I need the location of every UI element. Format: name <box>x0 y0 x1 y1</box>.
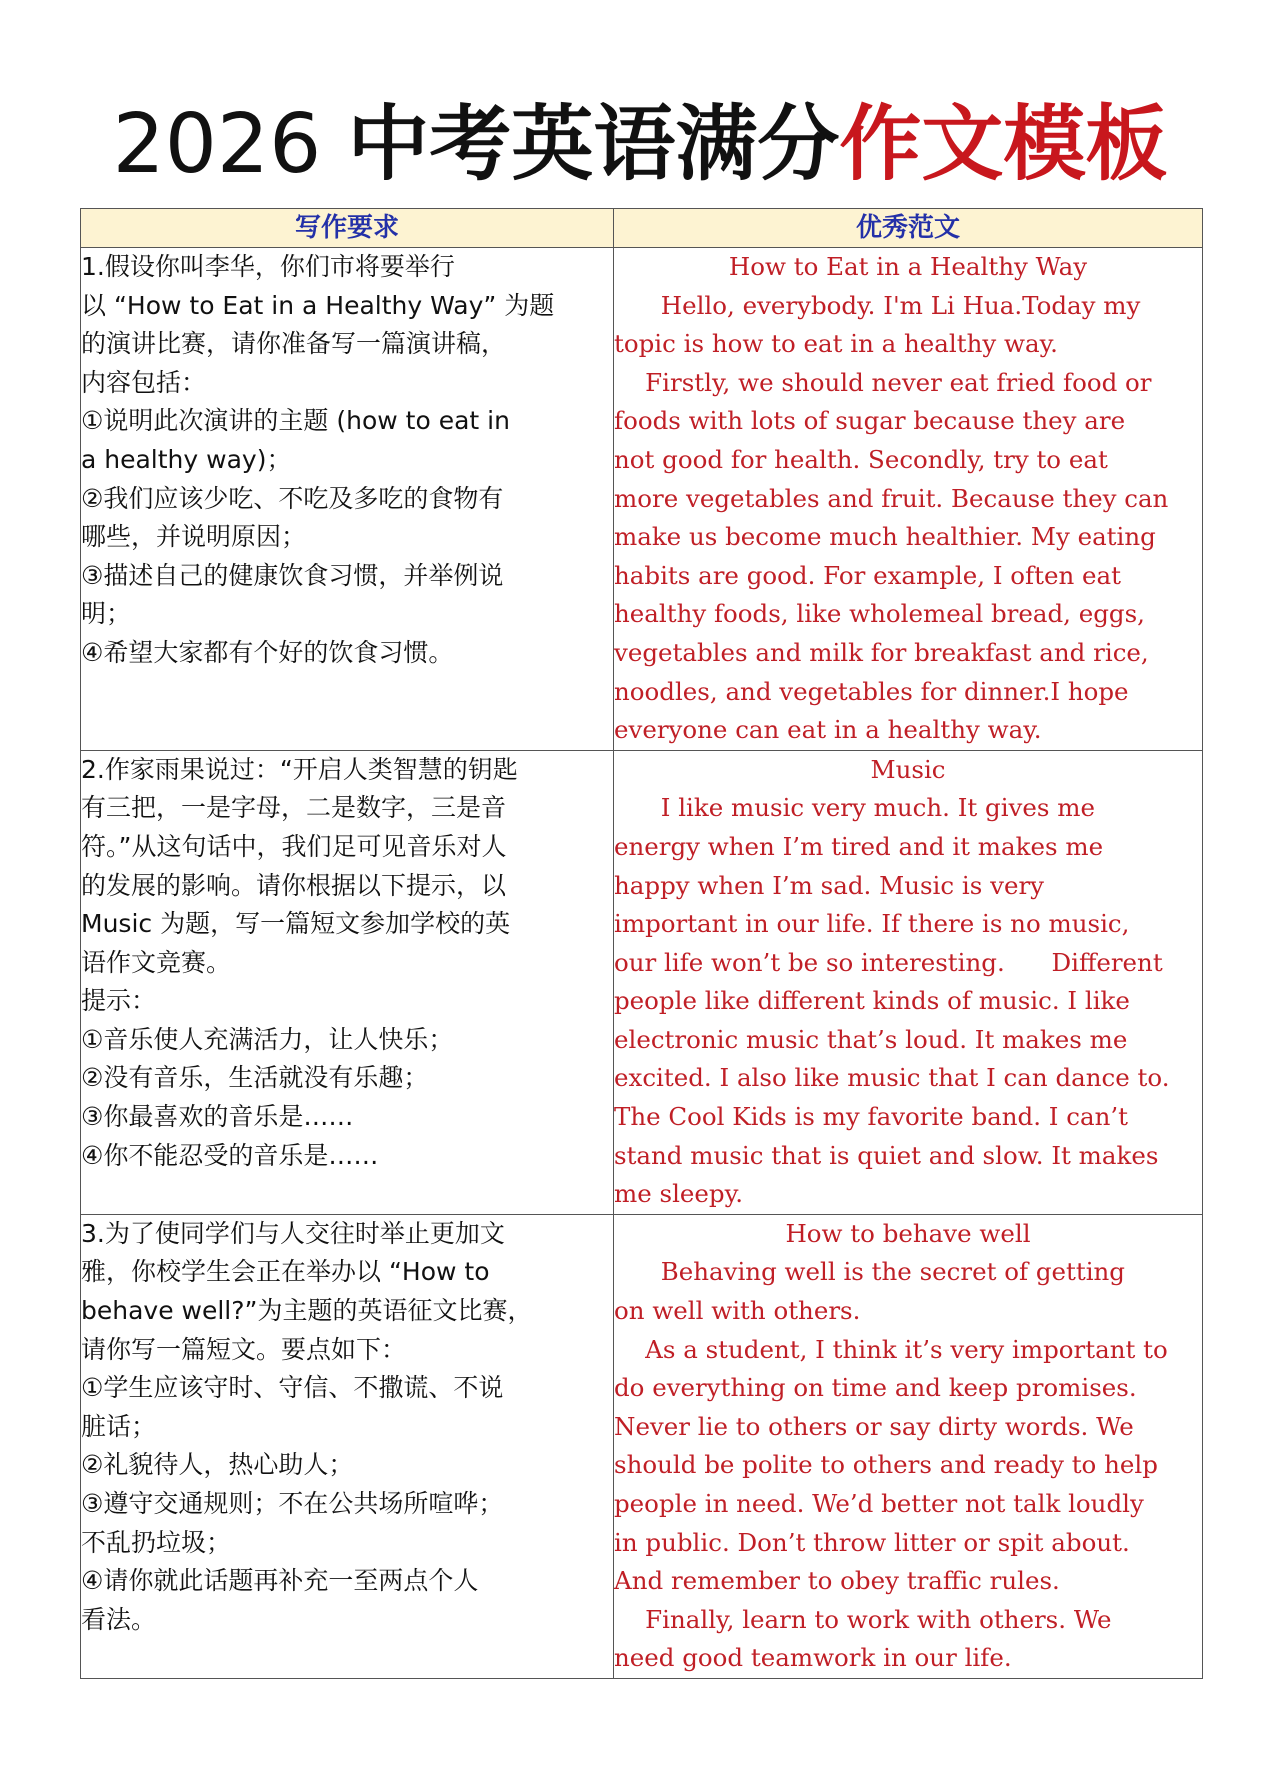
essay-title: Music <box>870 754 946 784</box>
requirement-line: ③你最喜欢的音乐是…… <box>81 1102 354 1132</box>
table-header-row <box>81 209 1203 248</box>
requirement-line: ④请你就此话题再补充一至两点个人 <box>81 1566 479 1596</box>
essay-line: excited. I also like music that I can dance to. <box>614 1063 1170 1093</box>
essay-line: habits are good. For example, I often eat <box>614 560 1121 590</box>
requirement-line: 有三把，一是字母，二是数字，三是音 <box>81 793 507 823</box>
requirement-cell <box>81 248 614 751</box>
essay-line: noodles, and vegetables for dinner.I hope <box>614 676 1129 706</box>
essay-line: energy when I’m tired and it makes me <box>614 831 1104 861</box>
essay-line: make us become much healthier. My eating <box>614 522 1156 552</box>
requirement-line: ③遵守交通规则；不在公共场所喧哗； <box>81 1489 504 1518</box>
essay-title: How to behave well <box>785 1218 1031 1248</box>
table-row <box>81 248 1203 751</box>
requirement-line: ②我们应该少吃、不吃及多吃的食物有 <box>81 483 504 513</box>
essay-line: stand music that is quiet and slow. It makes <box>614 1140 1159 1170</box>
requirement-line: 请你写一篇短文。要点如下： <box>81 1334 407 1364</box>
essay-line: our life won’t be so interesting. Different <box>614 947 1163 977</box>
essay-line: Firstly, we should never eat fried food or <box>614 367 1152 397</box>
essay-line: The Cool Kids is my favorite band. I can’t <box>614 1102 1128 1132</box>
requirement-line: 2.作家雨果说过：“开启人类智慧的钥匙 <box>81 754 518 784</box>
essay-line: me sleepy. <box>614 1179 743 1209</box>
requirement-line: ①音乐使人充满活力，让人快乐； <box>81 1024 454 1054</box>
requirement-line: Music 为题，写一篇短文参加学校的英 <box>81 909 511 939</box>
essay-line: should be polite to others and ready to help <box>614 1450 1158 1480</box>
title-year: 2026 <box>112 97 322 192</box>
requirement-line: 的发展的影响。请你根据以下提示，以 <box>81 870 507 900</box>
header-requirements: 写作要求 <box>81 209 614 248</box>
requirement-line: behave well?”为主题的英语征文比赛， <box>81 1296 533 1326</box>
essay-line: important in our life. If there is no music, <box>614 909 1130 939</box>
requirement-line: ②礼貌待人，热心助人； <box>81 1450 354 1480</box>
essay-template-table <box>80 208 1203 1679</box>
requirement-line: 明； <box>81 599 132 629</box>
essay-line: do everything on time and keep promises. <box>614 1373 1137 1403</box>
requirement-line: 符。”从这句话中，我们足可见音乐对人 <box>81 831 507 861</box>
requirement-line: 哪些，并说明原因； <box>81 522 307 552</box>
requirement-line: 内容包括： <box>81 367 207 397</box>
title-main: 中考英语满分 <box>347 97 840 192</box>
essay-line: As a student, I think it’s very important to <box>614 1334 1168 1364</box>
requirement-line: 脏话； <box>81 1411 157 1441</box>
essay-line: people in need. We’d better not talk loudly <box>614 1489 1144 1518</box>
requirement-line: ④希望大家都有个好的饮食习惯。 <box>81 637 454 667</box>
requirement-line: 雅，你校学生会正在举办以 “How to <box>81 1257 490 1287</box>
requirement-line: ③描述自己的健康饮食习惯，并举例说 <box>81 560 504 590</box>
essay-line: need good teamwork in our life. <box>614 1643 1012 1673</box>
requirement-line: 的演讲比赛，请你准备写一篇演讲稿， <box>81 329 507 359</box>
essay-line: Never lie to others or say dirty words. We <box>614 1411 1134 1441</box>
requirement-line: 不乱扔垃圾； <box>81 1527 232 1557</box>
requirement-line: ②没有音乐，生活就没有乐趣； <box>81 1063 429 1093</box>
essay-line: people like different kinds of music. I like <box>614 986 1130 1016</box>
title-highlight: 作文模板 <box>839 97 1168 192</box>
requirement-line: ④你不能忍受的音乐是…… <box>81 1140 379 1170</box>
requirement-line: 以 “How to Eat in a Healthy Way” 为题 <box>81 290 555 320</box>
requirement-line: ①学生应该守时、守信、不撒谎、不说 <box>81 1373 504 1403</box>
essay-cell <box>614 248 1203 751</box>
essay-title: How to Eat in a Healthy Way <box>728 252 1088 281</box>
header-sample-essays: 优秀范文 <box>614 209 1203 248</box>
requirement-line: 1.假设你叫李华，你们市将要举行 <box>81 252 455 281</box>
essay-line: happy when I’m sad. Music is very <box>614 870 1044 900</box>
essay-cell <box>614 1214 1203 1678</box>
requirement-cell <box>81 1214 614 1678</box>
essay-line: healthy foods, like wholemeal bread, eggs, <box>614 599 1145 629</box>
requirement-cell <box>81 750 614 1214</box>
essay-line: not good for health. Secondly, try to eat <box>614 444 1108 474</box>
essay-line: vegetables and milk for breakfast and rice, <box>614 637 1149 667</box>
essay-line: in public. Don’t throw litter or spit about. <box>614 1527 1130 1557</box>
requirement-line: 3.为了使同学们与人交往时举止更加文 <box>81 1218 505 1248</box>
essay-line: on well with others. <box>614 1296 861 1326</box>
requirement-line: 提示： <box>81 986 157 1016</box>
essay-line: electronic music that’s loud. It makes me <box>614 1024 1128 1054</box>
essay-line: Finally, learn to work with others. We <box>614 1604 1112 1634</box>
requirement-line: 看法。 <box>81 1604 157 1634</box>
table-row <box>81 1214 1203 1678</box>
essay-line: Hello, everybody. I'm Li Hua.Today my <box>614 290 1141 320</box>
requirement-line: ①说明此次演讲的主题 (how to eat in <box>81 406 510 436</box>
page-title <box>0 95 1280 195</box>
table-row <box>81 750 1203 1214</box>
essay-line: more vegetables and fruit. Because they can <box>614 483 1169 513</box>
essay-line: everyone can eat in a healthy way. <box>614 715 1042 745</box>
essay-line: And remember to obey traffic rules. <box>614 1566 1060 1596</box>
essay-line: Behaving well is the secret of getting <box>614 1257 1125 1287</box>
essay-line: topic is how to eat in a healthy way. <box>614 329 1058 359</box>
essay-line: I like music very much. It gives me <box>614 793 1095 823</box>
requirement-line: a healthy way)； <box>81 444 292 474</box>
requirement-line: 语作文竞赛。 <box>81 947 232 977</box>
essay-cell <box>614 750 1203 1214</box>
essay-line: foods with lots of sugar because they are <box>614 406 1126 436</box>
